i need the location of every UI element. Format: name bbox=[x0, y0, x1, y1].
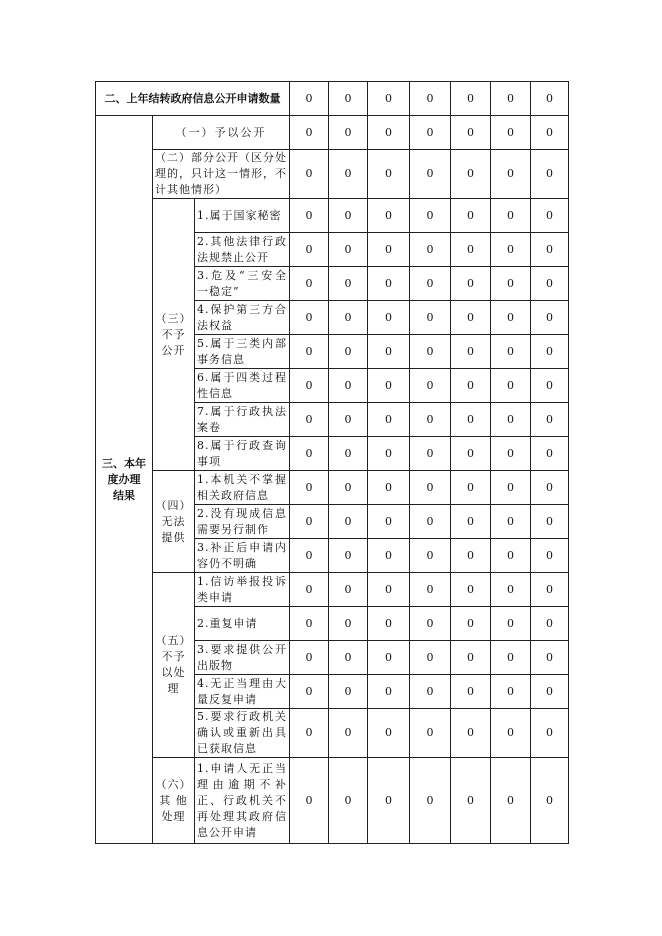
table-cell: 0 bbox=[491, 573, 531, 607]
table-cell: 0 bbox=[531, 505, 569, 539]
item-label: 5.属于三类内部事务信息 bbox=[195, 335, 290, 369]
table-cell: 0 bbox=[410, 82, 451, 116]
table-cell: 0 bbox=[368, 641, 410, 675]
table-row bbox=[96, 573, 569, 607]
group-label-line: 理 bbox=[167, 682, 180, 695]
table-cell: 0 bbox=[290, 471, 329, 505]
table-cell: 0 bbox=[491, 471, 531, 505]
table-cell: 0 bbox=[290, 335, 329, 369]
item-label: 2.重复申请 bbox=[195, 607, 290, 641]
table-cell: 0 bbox=[368, 116, 410, 150]
table-row bbox=[96, 471, 569, 505]
table-cell: 0 bbox=[410, 675, 451, 709]
table-cell: 0 bbox=[531, 539, 569, 573]
table-cell: 0 bbox=[451, 709, 491, 758]
table-cell: 0 bbox=[531, 335, 569, 369]
table-cell: 0 bbox=[491, 709, 531, 758]
item-label: 1.信访举报投诉类申请 bbox=[195, 573, 290, 607]
table-row bbox=[96, 150, 569, 199]
table-cell: 0 bbox=[491, 233, 531, 267]
table-cell: 0 bbox=[491, 675, 531, 709]
group-label-line: 公开 bbox=[161, 343, 186, 357]
item-label: 3.要求提供公开出版物 bbox=[195, 641, 290, 675]
table-cell: 0 bbox=[410, 539, 451, 573]
table-cell: 0 bbox=[451, 199, 491, 233]
table-cell: 0 bbox=[368, 505, 410, 539]
table-cell: 0 bbox=[531, 267, 569, 301]
table-cell: 0 bbox=[329, 641, 368, 675]
table-cell: 0 bbox=[368, 437, 410, 471]
group-label-line: 提供 bbox=[161, 530, 186, 544]
table-cell: 0 bbox=[451, 437, 491, 471]
table-cell: 0 bbox=[290, 573, 329, 607]
group-label-line: （五） bbox=[155, 634, 192, 647]
table-cell: 0 bbox=[531, 82, 569, 116]
item-label: 4.保护第三方合法权益 bbox=[195, 301, 290, 335]
table-cell: 0 bbox=[531, 709, 569, 758]
table-cell: 0 bbox=[531, 437, 569, 471]
table-cell: 0 bbox=[531, 150, 569, 199]
row-label: （二）部分公开（区分处理的，只计这一情形，不计其他情形） bbox=[153, 150, 290, 199]
item-label: 3.补正后申请内容仍不明确 bbox=[195, 539, 290, 573]
table-cell: 0 bbox=[290, 82, 329, 116]
table-cell: 0 bbox=[368, 267, 410, 301]
table-cell: 0 bbox=[451, 607, 491, 641]
table-cell: 0 bbox=[368, 335, 410, 369]
table-cell: 0 bbox=[410, 150, 451, 199]
table-cell: 0 bbox=[491, 301, 531, 335]
table-cell: 0 bbox=[451, 675, 491, 709]
group-label-line: 不予 bbox=[161, 650, 186, 663]
table-cell: 0 bbox=[531, 233, 569, 267]
table-cell: 0 bbox=[451, 539, 491, 573]
item-label: 4.无正当理由大量反复申请 bbox=[195, 675, 290, 709]
group-label-line: （六） bbox=[155, 777, 192, 791]
table-cell: 0 bbox=[531, 403, 569, 437]
table-cell: 0 bbox=[290, 607, 329, 641]
table-cell: 0 bbox=[329, 369, 368, 403]
table-cell: 0 bbox=[451, 301, 491, 335]
table-cell: 0 bbox=[491, 505, 531, 539]
table-cell: 0 bbox=[368, 150, 410, 199]
section-label-line: 结果 bbox=[113, 488, 135, 502]
item-label: 1.申请人无正当理由逾期不补正、行政机关不再处理其政府信息公开申请 bbox=[195, 758, 290, 844]
table-cell: 0 bbox=[329, 573, 368, 607]
table-cell: 0 bbox=[451, 505, 491, 539]
item-label: 6.属于四类过程性信息 bbox=[195, 369, 290, 403]
group-label bbox=[153, 573, 195, 758]
table-cell: 0 bbox=[290, 301, 329, 335]
table-cell: 0 bbox=[531, 573, 569, 607]
table-cell: 0 bbox=[368, 573, 410, 607]
carryover-label: 二、上年结转政府信息公开申请数量 bbox=[96, 82, 290, 116]
item-label: 3.危及“三安全一稳定” bbox=[195, 267, 290, 301]
table-cell: 0 bbox=[451, 471, 491, 505]
table-cell: 0 bbox=[451, 150, 491, 199]
table-cell: 0 bbox=[410, 335, 451, 369]
table-cell: 0 bbox=[290, 505, 329, 539]
table-cell: 0 bbox=[329, 267, 368, 301]
table-cell: 0 bbox=[410, 758, 451, 844]
table-row bbox=[96, 116, 569, 150]
item-label: 2.其他法律行政法规禁止公开 bbox=[195, 233, 290, 267]
table-cell: 0 bbox=[368, 471, 410, 505]
table-cell: 0 bbox=[329, 116, 368, 150]
table-cell: 0 bbox=[410, 267, 451, 301]
table-cell: 0 bbox=[290, 369, 329, 403]
table-cell: 0 bbox=[329, 709, 368, 758]
table-cell: 0 bbox=[290, 641, 329, 675]
table-cell: 0 bbox=[290, 437, 329, 471]
table-cell: 0 bbox=[491, 116, 531, 150]
table-cell: 0 bbox=[410, 403, 451, 437]
group-label-line: 以处 bbox=[161, 666, 186, 679]
table-cell: 0 bbox=[410, 199, 451, 233]
table-cell: 0 bbox=[290, 116, 329, 150]
table-cell: 0 bbox=[531, 199, 569, 233]
table-cell: 0 bbox=[410, 505, 451, 539]
table-cell: 0 bbox=[329, 758, 368, 844]
table-cell: 0 bbox=[368, 539, 410, 573]
table-cell: 0 bbox=[531, 471, 569, 505]
table-cell: 0 bbox=[329, 301, 368, 335]
table-cell: 0 bbox=[329, 539, 368, 573]
group-label bbox=[153, 199, 195, 471]
table-cell: 0 bbox=[368, 758, 410, 844]
table-cell: 0 bbox=[329, 471, 368, 505]
table-cell: 0 bbox=[451, 573, 491, 607]
table-cell: 0 bbox=[491, 539, 531, 573]
item-label: 8.属于行政查询事项 bbox=[195, 437, 290, 471]
table-cell: 0 bbox=[290, 150, 329, 199]
table-cell: 0 bbox=[410, 471, 451, 505]
table-cell: 0 bbox=[410, 233, 451, 267]
section-label-line: 三、本年 bbox=[102, 456, 146, 470]
table-cell: 0 bbox=[329, 335, 368, 369]
table-cell: 0 bbox=[329, 437, 368, 471]
table-cell: 0 bbox=[531, 641, 569, 675]
table-cell: 0 bbox=[451, 233, 491, 267]
table-row bbox=[96, 82, 569, 116]
table-cell: 0 bbox=[491, 369, 531, 403]
table-row bbox=[96, 199, 569, 233]
table-cell: 0 bbox=[531, 607, 569, 641]
table-cell: 0 bbox=[329, 675, 368, 709]
table-cell: 0 bbox=[491, 403, 531, 437]
group-label bbox=[153, 471, 195, 573]
table-cell: 0 bbox=[410, 437, 451, 471]
table-cell: 0 bbox=[451, 267, 491, 301]
group-label bbox=[153, 758, 195, 844]
table-cell: 0 bbox=[410, 573, 451, 607]
table-cell: 0 bbox=[491, 335, 531, 369]
table-cell: 0 bbox=[410, 116, 451, 150]
table-cell: 0 bbox=[491, 641, 531, 675]
table-cell: 0 bbox=[368, 82, 410, 116]
table-cell: 0 bbox=[368, 709, 410, 758]
table-cell: 0 bbox=[368, 607, 410, 641]
table-cell: 0 bbox=[531, 116, 569, 150]
table-cell: 0 bbox=[451, 758, 491, 844]
table-cell: 0 bbox=[531, 675, 569, 709]
table-cell: 0 bbox=[329, 199, 368, 233]
table-cell: 0 bbox=[491, 758, 531, 844]
group-label-line: （四） bbox=[155, 498, 192, 512]
table-cell: 0 bbox=[329, 403, 368, 437]
section-label bbox=[96, 116, 153, 844]
table-cell: 0 bbox=[368, 403, 410, 437]
table-cell: 0 bbox=[290, 267, 329, 301]
table-cell: 0 bbox=[329, 505, 368, 539]
group-label-line: （三） bbox=[155, 311, 192, 325]
table-cell: 0 bbox=[451, 82, 491, 116]
table-cell: 0 bbox=[531, 758, 569, 844]
group-label-line: 其 他 bbox=[159, 793, 188, 807]
table-cell: 0 bbox=[290, 233, 329, 267]
table-cell: 0 bbox=[451, 641, 491, 675]
table-cell: 0 bbox=[329, 607, 368, 641]
table-cell: 0 bbox=[368, 675, 410, 709]
table-cell: 0 bbox=[491, 607, 531, 641]
table-cell: 0 bbox=[290, 709, 329, 758]
table-cell: 0 bbox=[531, 301, 569, 335]
table-cell: 0 bbox=[531, 369, 569, 403]
table-cell: 0 bbox=[368, 199, 410, 233]
table-cell: 0 bbox=[368, 369, 410, 403]
table-cell: 0 bbox=[491, 437, 531, 471]
table-cell: 0 bbox=[290, 199, 329, 233]
table-cell: 0 bbox=[368, 233, 410, 267]
table-cell: 0 bbox=[491, 82, 531, 116]
table-cell: 0 bbox=[290, 403, 329, 437]
table-cell: 0 bbox=[451, 403, 491, 437]
table-cell: 0 bbox=[491, 267, 531, 301]
item-label: 1.属于国家秘密 bbox=[195, 199, 290, 233]
table-cell: 0 bbox=[290, 539, 329, 573]
table-cell: 0 bbox=[410, 369, 451, 403]
group-label-line: 无法 bbox=[161, 514, 186, 528]
table-cell: 0 bbox=[491, 199, 531, 233]
table-cell: 0 bbox=[329, 82, 368, 116]
table-cell: 0 bbox=[410, 709, 451, 758]
row-label: （一）予以公开 bbox=[153, 116, 290, 150]
table-cell: 0 bbox=[451, 116, 491, 150]
group-label-line: 不予 bbox=[161, 327, 186, 341]
section-label-line: 度办理 bbox=[107, 472, 141, 486]
table-row bbox=[96, 758, 569, 844]
table-cell: 0 bbox=[451, 335, 491, 369]
item-label: 2.没有现成信息需要另行制作 bbox=[195, 505, 290, 539]
table-cell: 0 bbox=[410, 301, 451, 335]
table-cell: 0 bbox=[410, 641, 451, 675]
item-label: 1.本机关不掌握相关政府信息 bbox=[195, 471, 290, 505]
table-cell: 0 bbox=[368, 301, 410, 335]
item-label: 5.要求行政机关确认或重新出具已获取信息 bbox=[195, 709, 290, 758]
item-label: 7.属于行政执法案卷 bbox=[195, 403, 290, 437]
table-cell: 0 bbox=[290, 675, 329, 709]
group-label-line: 处理 bbox=[161, 809, 186, 823]
disclosure-results-table bbox=[95, 81, 569, 844]
table-cell: 0 bbox=[410, 607, 451, 641]
table-cell: 0 bbox=[451, 369, 491, 403]
table-cell: 0 bbox=[290, 758, 329, 844]
table-cell: 0 bbox=[329, 233, 368, 267]
table-cell: 0 bbox=[329, 150, 368, 199]
table-cell: 0 bbox=[491, 150, 531, 199]
